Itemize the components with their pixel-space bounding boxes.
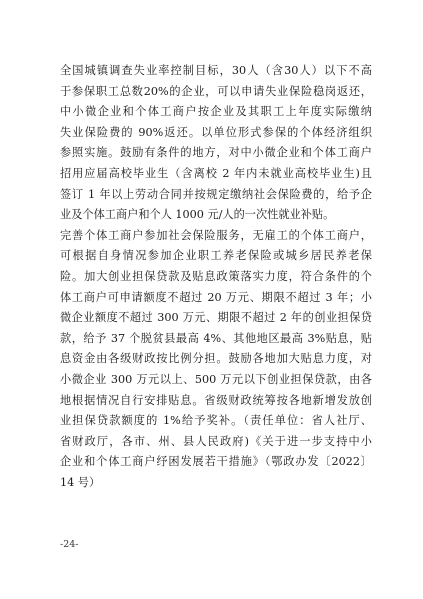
text-line: 企业和个体工商户纾困发展若干措施》（鄂政办发〔2022〕 [60,455,372,469]
text-line: 招用应届高校毕业生（含离校 2 年内未就业高校毕业生)且 [60,166,372,180]
text-line: 全国城镇调查失业率控制目标，30人（含30人）以下不高 [60,64,372,77]
text-line: 小微企业 300 万元以上、500 万元以下创业担保贷款，由各 [60,372,372,386]
text-line: 款，给予 37 个脱贫县最高 4%、其他地区最高 3%贴息，贴 [60,331,372,345]
text-line: 可根据自身情况参加企业职工养老保险或城乡居民养老保 [60,249,372,263]
text-line: 省财政厅，各市、州、县人民政府)《关于进一步支持中小 [60,434,372,448]
text-line: 微企业额度不超过 300 万元、期限不超过 2 年的创业担保贷 [60,311,372,325]
text-line: 地根据情况自行安排贴息。省级财政统筹按各地新增发放创 [60,393,372,407]
body-text [60,61,372,493]
text-line: 签订 1 年以上劳动合同并按规定缴纳社会保险费的，给予企 [60,187,372,201]
text-line: 业担保贷款额度的 1%给予奖补。（责任单位：省人社厅、 [60,414,372,428]
text-line: 参照实施。鼓励有条件的地方，对中小微企业和个体工商户 [60,146,372,160]
text-line: 息资金由各级财政按比例分担。鼓励各地加大贴息力度，对 [60,352,372,366]
text-line: 失业保险费的 90%返还。以单位形式参保的个体经济组织 [60,125,372,139]
text-line: 于参保职工总数20%的企业，可以申请失业保险稳岗返还， [60,84,372,98]
page-number: -24- [60,539,79,550]
text-line: 业及个体工商户和个人 1000 元/人的一次性就业补贴。 [60,208,335,222]
text-line: 中小微企业和个体工商户按企业及其职工上年度实际缴纳 [60,105,372,119]
text-line: 体工商户可申请额度不超过 20 万元、期限不超过 3 年；小 [60,290,372,304]
text-line: 14 号） [60,475,101,489]
text-line: 险。加大创业担保贷款及贴息政策落实力度，符合条件的个 [60,269,372,283]
text-line: 完善个体工商户参加社会保险服务，无雇工的个体工商户， [60,228,372,242]
